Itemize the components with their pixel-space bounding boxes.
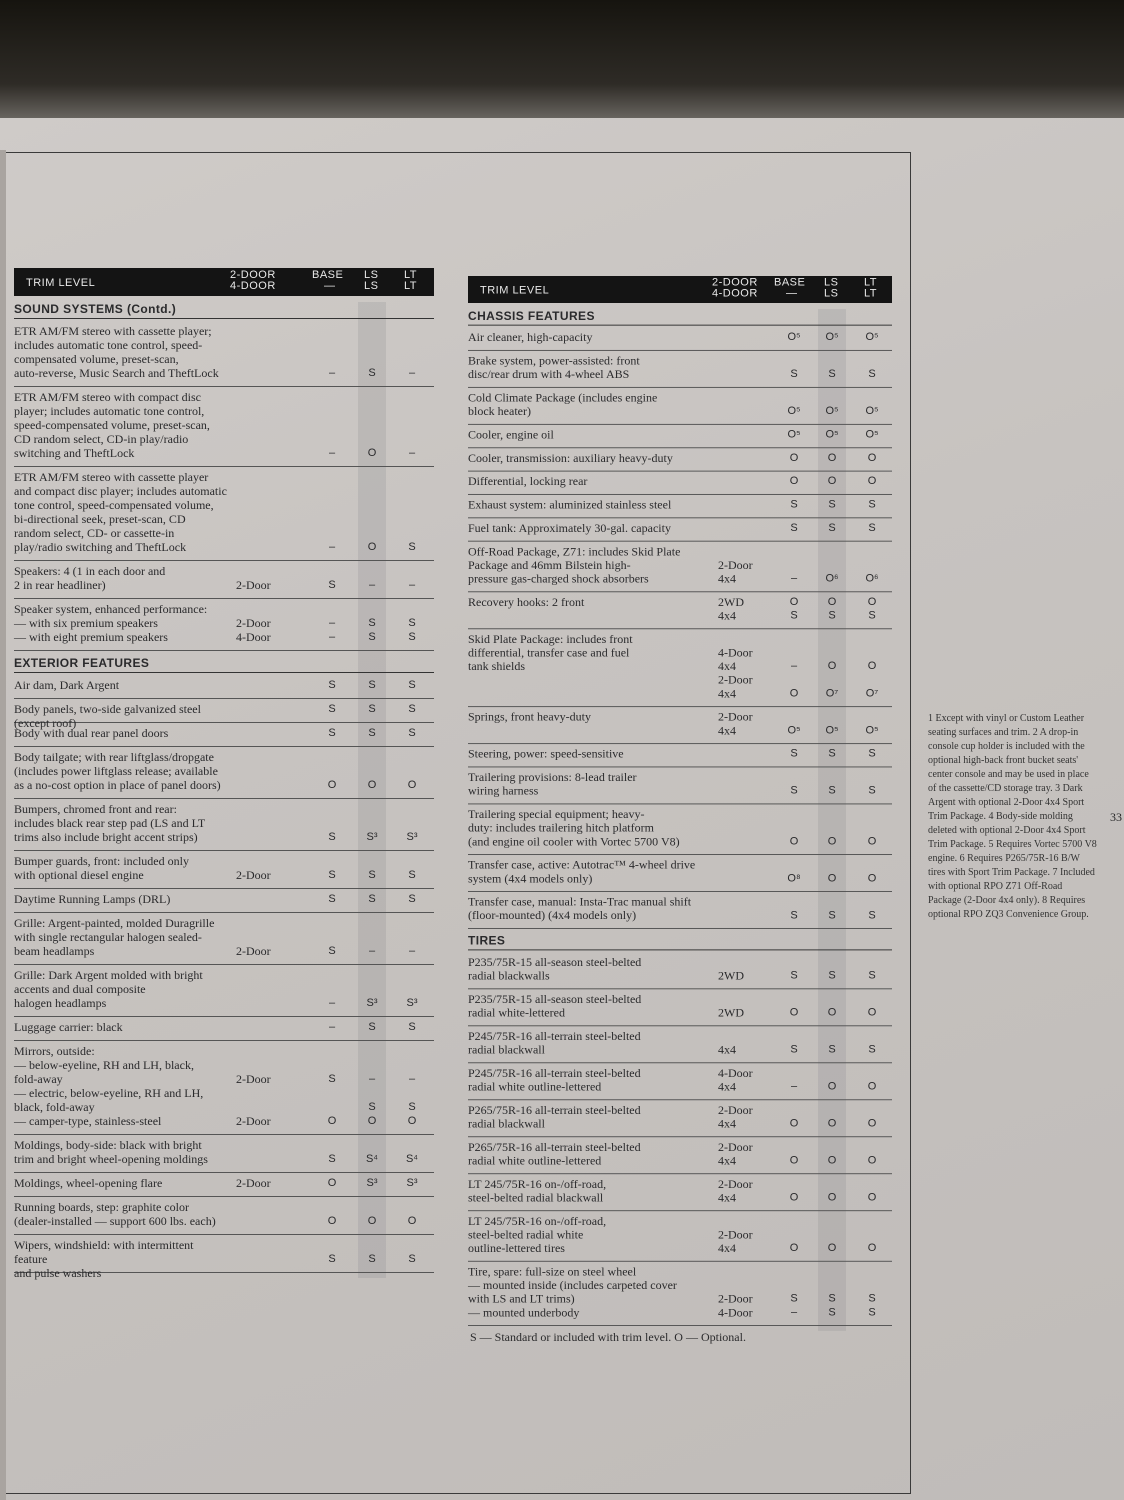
page-number: 33 bbox=[1110, 810, 1122, 824]
base-value: S bbox=[790, 498, 798, 511]
table-header bbox=[14, 268, 434, 296]
feature-label: Trailering special equipment; heavy- duty: includes trailering hitch platform (and engine oil cooler with Vortec 5700 V8) bbox=[468, 807, 680, 849]
base-value: O⁵ bbox=[787, 724, 801, 737]
ls-value: S bbox=[828, 522, 836, 534]
ls-value: O bbox=[827, 835, 837, 848]
lt-value: O bbox=[867, 475, 877, 488]
lt-value: – bbox=[408, 945, 416, 957]
base-value: S bbox=[328, 679, 336, 691]
section-title: CHASSIS FEATURES bbox=[468, 309, 892, 326]
ls-value: – bbox=[368, 579, 376, 591]
header-trim: TRIM LEVEL bbox=[480, 284, 550, 297]
feature-label: Grille: Dark Argent molded with bright accents and dual composite halogen headlamps bbox=[14, 968, 203, 1010]
base-value: – bbox=[328, 997, 336, 1009]
feature-label: Off-Road Package, Z71: includes Skid Plate Package and 46mm Bilstein high- pressure gas-charged shock absorbers bbox=[468, 544, 681, 586]
feature-label: P265/75R-16 all-terrain steel-belted radial blackwall bbox=[468, 1103, 641, 1131]
lt-value: O⁵ bbox=[865, 724, 879, 737]
spec-row bbox=[14, 322, 434, 387]
feature-label: LT 245/75R-16 on-/off-road, steel-belted radial white outline-lettered tires bbox=[468, 1214, 607, 1255]
lt-value: S bbox=[868, 1043, 876, 1056]
feature-label: Skid Plate Package: includes front differential, transfer case and fuel tank shields bbox=[468, 632, 633, 674]
feature-label: Body with dual rear panel doors bbox=[14, 726, 169, 740]
spec-row bbox=[468, 426, 892, 448]
model-config: 2-Door 4x4 bbox=[718, 1140, 753, 1168]
spec-row bbox=[468, 1064, 892, 1100]
ls-value: – bbox=[368, 945, 376, 957]
ls-value: S bbox=[828, 969, 836, 982]
spec-row bbox=[468, 593, 892, 629]
lt-value: S bbox=[868, 498, 876, 511]
spec-row bbox=[14, 676, 434, 699]
spec-row bbox=[468, 543, 892, 593]
ls-value: O⁵ bbox=[825, 724, 839, 737]
lt-value: S bbox=[868, 909, 876, 922]
header-lt2: LT bbox=[404, 280, 418, 292]
model-config: 2WD 4x4 bbox=[718, 595, 744, 623]
model-config: 2-Door 4-Door bbox=[718, 1291, 753, 1320]
feature-label: Recovery hooks: 2 front bbox=[468, 595, 585, 609]
ls-value: S bbox=[828, 498, 836, 511]
base-value: O bbox=[789, 835, 799, 848]
base-value: S bbox=[328, 1153, 336, 1165]
feature-label: Tire, spare: full-size on steel wheel — mounted inside (includes carpeted cover with LS and LT trims) — mounted underbody bbox=[468, 1264, 677, 1320]
spec-row bbox=[14, 724, 434, 747]
lt-value: O bbox=[867, 1191, 877, 1204]
spec-row bbox=[468, 745, 892, 767]
lt-value: O bbox=[867, 1242, 877, 1254]
base-value: – bbox=[328, 447, 336, 459]
ls-value: O bbox=[827, 452, 837, 464]
base-value: S bbox=[790, 784, 798, 797]
table-header bbox=[468, 276, 892, 303]
lt-value: O S bbox=[867, 596, 877, 622]
ls-value: O bbox=[827, 1117, 837, 1130]
feature-label: Cold Climate Package (includes engine block heater) bbox=[468, 390, 658, 419]
feature-label: LT 245/75R-16 on-/off-road, steel-belted radial blackwall bbox=[468, 1177, 607, 1205]
header-door2: 4-DOOR bbox=[712, 287, 758, 300]
spec-row bbox=[468, 1263, 892, 1326]
ls-value: S bbox=[828, 368, 836, 381]
lt-value: O⁶ bbox=[865, 572, 879, 585]
feature-label: Speakers: 4 (1 in each door and 2 in rear headliner) bbox=[14, 564, 166, 592]
spec-row bbox=[14, 966, 434, 1017]
base-value: O bbox=[789, 1006, 799, 1019]
lt-value: S bbox=[408, 703, 416, 715]
base-value: S bbox=[328, 893, 336, 905]
model-config: 2-Door bbox=[236, 1176, 271, 1190]
ls-value: O⁶ bbox=[825, 572, 839, 585]
feature-label: Exhaust system: aluminized stainless steel bbox=[468, 497, 672, 512]
section-title: TIRES bbox=[468, 934, 892, 951]
model-config: 2WD bbox=[718, 1005, 744, 1020]
feature-label: Bumper guards, front: included only with optional diesel engine bbox=[14, 854, 189, 882]
spec-row bbox=[14, 388, 434, 467]
model-config: 2-Door bbox=[236, 944, 271, 958]
base-value: O bbox=[789, 1117, 799, 1130]
header-door1: 2-DOOR bbox=[230, 269, 276, 281]
feature-label: Brake system, power-assisted: front disc/rear drum with 4-wheel ABS bbox=[468, 353, 640, 382]
spec-row bbox=[14, 562, 434, 599]
ls-value: – S O bbox=[367, 1073, 377, 1127]
model-config: 2WD bbox=[718, 968, 744, 983]
ls-value: S bbox=[368, 1253, 376, 1265]
base-value: S bbox=[328, 727, 336, 739]
feature-label: Differential, locking rear bbox=[468, 474, 588, 489]
lt-value: O⁵ bbox=[865, 331, 879, 344]
spec-row bbox=[468, 389, 892, 425]
model-config: 2-Door 4x4 bbox=[718, 1177, 753, 1205]
lt-value: S S bbox=[868, 1292, 876, 1319]
ls-value: O bbox=[827, 872, 837, 885]
feature-label: P235/75R-15 all-season steel-belted radial white-lettered bbox=[468, 992, 642, 1020]
lt-value: O bbox=[867, 1154, 877, 1167]
ls-value: S S bbox=[828, 1292, 836, 1319]
base-value: S bbox=[790, 522, 798, 534]
model-config: 4x4 bbox=[718, 1042, 736, 1057]
base-value: – bbox=[328, 367, 336, 379]
feature-label: P265/75R-16 all-terrain steel-belted radial white outline-lettered bbox=[468, 1140, 641, 1168]
spec-row bbox=[14, 800, 434, 851]
base-value: S bbox=[790, 909, 798, 922]
ls-value: S bbox=[828, 1043, 836, 1056]
base-value: S bbox=[328, 703, 336, 715]
base-value: S bbox=[328, 869, 336, 881]
spec-row bbox=[468, 449, 892, 471]
feature-label: Trailering provisions: 8-lead trailer wiring harness bbox=[468, 770, 637, 798]
model-config: 2-Door 4x4 bbox=[718, 1227, 753, 1255]
spec-row bbox=[468, 630, 892, 707]
lt-value: S bbox=[868, 368, 876, 381]
spec-row bbox=[468, 1138, 892, 1174]
lt-value: S bbox=[408, 727, 416, 739]
ls-value: S bbox=[368, 893, 376, 905]
feature-label: Transfer case, manual: Insta-Trac manual shift (floor-mounted) (4x4 models only) bbox=[468, 894, 692, 923]
lt-value: S bbox=[868, 747, 876, 760]
ls-value: O⁵ bbox=[825, 428, 839, 441]
spec-row bbox=[468, 856, 892, 892]
header-lt2: LT bbox=[864, 287, 878, 300]
header-lt1: LT bbox=[404, 269, 418, 281]
lt-value: O O⁷ bbox=[865, 660, 879, 700]
base-value: O bbox=[789, 475, 799, 488]
base-value: O bbox=[327, 1177, 337, 1189]
feature-label: ETR AM/FM stereo with compact disc player; includes automatic tone control, speed-compensated volume, preset-scan, CD random select, CD-in play/radio switching and TheftLock bbox=[14, 390, 210, 460]
lt-value: O⁵ bbox=[865, 405, 879, 418]
feature-label: Body panels, two-side galvanized steel (except roof) bbox=[14, 702, 201, 730]
spec-row bbox=[14, 700, 434, 730]
base-value: O bbox=[327, 1215, 337, 1227]
ls-value: S bbox=[368, 679, 376, 691]
header-base2: — bbox=[786, 287, 798, 300]
ls-value: O bbox=[367, 447, 377, 459]
spec-row bbox=[468, 496, 892, 518]
feature-label: Mirrors, outside: — below-eyeline, RH and LH, black, fold-away — electric, below-eyeline, RH and LH, black, fold-away — camper-type, stainless-steel bbox=[14, 1044, 204, 1128]
feature-label: Springs, front heavy-duty bbox=[468, 710, 591, 724]
lt-value: – bbox=[408, 447, 416, 459]
header-ls2: LS bbox=[364, 280, 379, 292]
base-value: S – bbox=[790, 1292, 798, 1319]
spec-row bbox=[14, 914, 434, 965]
base-value: – bbox=[328, 1021, 336, 1033]
footnotes: 1 Except with vinyl or Custom Leather seating surfaces and trim. 2 A drop-in console cup holder is included with the optional high-back front bucket seats' center console and may be used in place of the cassette/CD storage tray. 3 Dark Argent with optional 2-Door 4x4 Sport Trim Package. 4 Body-side molding deleted with optional 2-Door 4x4 Sport Trim Package. 5 Requires Vortec 5700 V8 engine. 6 Requires P265/75R-16 B/W tires with Sport Trim Package. 7 Included with optional RPO Z71 Off-Road Package (2-Door 4x4 only). 8 Requires optional RPO ZQ3 Convenience Group. bbox=[928, 713, 1097, 920]
ls-value: O⁵ bbox=[825, 331, 839, 344]
lt-value: O bbox=[867, 1080, 877, 1093]
model-config: 2-Door 4x4 bbox=[718, 1103, 753, 1131]
lt-value: O bbox=[867, 872, 877, 885]
base-value: O S bbox=[789, 596, 799, 622]
lt-value: S bbox=[408, 1253, 416, 1265]
base-value: – bbox=[790, 1080, 798, 1093]
feature-label: Moldings, wheel-opening flare bbox=[14, 1176, 163, 1190]
ls-value: S³ bbox=[366, 831, 378, 843]
ls-value: O bbox=[827, 1242, 837, 1254]
ls-value: O bbox=[827, 1080, 837, 1093]
feature-label: Steering, power: speed-sensitive bbox=[468, 746, 624, 761]
ls-value: O bbox=[367, 541, 377, 553]
ls-value: O bbox=[367, 779, 377, 791]
header-ls2: LS bbox=[824, 287, 839, 300]
ls-value: O bbox=[827, 1006, 837, 1019]
feature-label: P245/75R-16 all-terrain steel-belted radial blackwall bbox=[468, 1029, 641, 1057]
model-config: 2-Door 2-Door bbox=[236, 1072, 271, 1128]
base-value: S bbox=[328, 831, 336, 843]
feature-label: Cooler, engine oil bbox=[468, 427, 554, 442]
ls-value: S bbox=[828, 784, 836, 797]
header-base: BASE bbox=[312, 269, 344, 281]
spec-row bbox=[468, 1101, 892, 1137]
base-value: – O bbox=[789, 660, 799, 700]
base-value: S bbox=[790, 969, 798, 982]
spec-row bbox=[14, 890, 434, 913]
spec-row bbox=[14, 1174, 434, 1197]
feature-label: Cooler, transmission: auxiliary heavy-duty bbox=[468, 451, 673, 465]
base-value: O⁵ bbox=[787, 405, 801, 418]
header-door2: 4-DOOR bbox=[230, 280, 276, 292]
header-ls1: LS bbox=[824, 276, 839, 289]
ls-value: O O⁷ bbox=[825, 660, 839, 700]
ls-value: O⁵ bbox=[825, 405, 839, 418]
feature-label: P235/75R-15 all-season steel-belted radial blackwalls bbox=[468, 955, 642, 983]
base-value: – bbox=[328, 541, 336, 553]
ls-value: S S bbox=[368, 617, 376, 643]
lt-value: S bbox=[408, 679, 416, 691]
base-value: O⁵ bbox=[787, 331, 801, 344]
ls-value: S bbox=[828, 909, 836, 922]
feature-label: Moldings, body-side: black with bright trim and bright wheel-opening moldings bbox=[14, 1138, 208, 1166]
lt-value: – bbox=[408, 579, 416, 591]
spec-row bbox=[14, 1136, 434, 1173]
header-door1: 2-DOOR bbox=[712, 276, 758, 289]
ls-value: O bbox=[827, 475, 837, 488]
ls-value: O bbox=[827, 1154, 837, 1167]
spec-row bbox=[468, 893, 892, 929]
base-value: O bbox=[789, 1242, 799, 1254]
base-value: O⁸ bbox=[787, 872, 801, 885]
feature-label: ETR AM/FM stereo with cassette player and compact disc player; includes automatic tone control, speed-compensated volume, bi-directional seek, preset-scan, CD random select, CD- or cassette-in play/radio switching and TheftLock bbox=[14, 470, 227, 554]
model-config: 2-Door 4-Door bbox=[236, 616, 271, 644]
lt-value: O bbox=[867, 1117, 877, 1130]
base-value: O⁵ bbox=[787, 428, 801, 441]
feature-label: P245/75R-16 all-terrain steel-belted radial white outline-lettered bbox=[468, 1066, 641, 1094]
feature-label: Transfer case, active: Autotrac™ 4-wheel drive system (4x4 models only) bbox=[468, 857, 696, 886]
base-value: S bbox=[328, 945, 336, 957]
spec-row bbox=[468, 329, 892, 351]
ls-value: S bbox=[368, 703, 376, 715]
header-base2: — bbox=[324, 280, 336, 292]
base-value: S bbox=[790, 1043, 798, 1056]
spec-row bbox=[14, 1198, 434, 1235]
lt-value: O bbox=[867, 835, 877, 848]
spec-row bbox=[468, 805, 892, 855]
feature-label: Speaker system, enhanced performance: — with six premium speakers — with eight premium speakers bbox=[14, 602, 208, 644]
spec-row bbox=[468, 708, 892, 744]
base-value: – – bbox=[328, 617, 336, 643]
ls-value: S⁴ bbox=[365, 1153, 379, 1165]
lt-value: – bbox=[408, 367, 416, 379]
lt-value: O⁵ bbox=[865, 428, 879, 441]
lt-value: S³ bbox=[406, 997, 418, 1009]
lt-value: S S bbox=[408, 617, 416, 643]
base-value: S bbox=[790, 368, 798, 381]
header-base: BASE bbox=[774, 276, 806, 289]
feature-label: Air cleaner, high-capacity bbox=[468, 330, 593, 345]
spec-row bbox=[14, 1236, 434, 1280]
lt-value: O bbox=[867, 452, 877, 464]
spec-row bbox=[14, 1018, 434, 1041]
header-trim: TRIM LEVEL bbox=[26, 277, 96, 289]
ls-value: S bbox=[368, 1021, 376, 1033]
feature-label: Daytime Running Lamps (DRL) bbox=[14, 892, 171, 906]
spec-row bbox=[468, 519, 892, 541]
ls-value: S³ bbox=[366, 997, 378, 1009]
base-value: – bbox=[790, 572, 798, 585]
model-config: 2-Door 4x4 bbox=[718, 710, 753, 738]
lt-value: S³ bbox=[406, 831, 418, 843]
spec-row bbox=[14, 748, 434, 799]
ls-value: S³ bbox=[366, 1177, 378, 1189]
spec-row bbox=[468, 990, 892, 1026]
base-value: O bbox=[789, 1191, 799, 1204]
base-value: O bbox=[327, 779, 337, 791]
section-title: SOUND SYSTEMS (Contd.) bbox=[14, 302, 434, 319]
header-lt1: LT bbox=[864, 276, 878, 289]
ls-value: O S bbox=[827, 596, 837, 622]
lt-value: S bbox=[868, 969, 876, 982]
spec-row bbox=[468, 768, 892, 804]
base-value: O bbox=[789, 452, 799, 464]
lt-value: S bbox=[408, 1021, 416, 1033]
feature-label: Air dam, Dark Argent bbox=[14, 678, 120, 692]
base-value: S bbox=[790, 747, 798, 760]
feature-label: ETR AM/FM stereo with cassette player; includes automatic tone control, speed- compensated volume, preset-scan, auto-reverse, Music Search and TheftLock bbox=[14, 324, 219, 380]
model-config: 2-Door 4x4 bbox=[718, 558, 753, 586]
spec-row bbox=[468, 953, 892, 989]
lt-value: S bbox=[868, 522, 876, 534]
feature-label: Luggage carrier: black bbox=[14, 1020, 123, 1034]
feature-label: Grille: Argent-painted, molded Duragrille with single rectangular halogen sealed- beam headlamps bbox=[14, 916, 215, 958]
spec-row bbox=[468, 1212, 892, 1262]
lt-value: O bbox=[407, 1215, 417, 1227]
feature-label: Bumpers, chromed front and rear: includes black rear step pad (LS and LT trims also include bright accent strips) bbox=[14, 802, 206, 844]
model-config: 2-Door bbox=[236, 868, 271, 882]
model-config: 4-Door 4x4 bbox=[718, 1066, 753, 1094]
lt-value: S bbox=[408, 893, 416, 905]
feature-label: Body tailgate; with rear liftglass/dropgate (includes power liftglass release; available as a no-cost option in place of panel doors) bbox=[14, 750, 221, 792]
ls-value: S bbox=[368, 367, 376, 379]
ls-value: S bbox=[368, 727, 376, 739]
ls-value: S bbox=[368, 869, 376, 881]
spec-row bbox=[14, 1042, 434, 1135]
lt-value: – S O bbox=[407, 1073, 417, 1127]
feature-label: Fuel tank: Approximately 30-gal. capacity bbox=[468, 521, 671, 535]
ls-value: O bbox=[827, 1191, 837, 1204]
lt-value: O bbox=[407, 779, 417, 791]
ls-value: O bbox=[367, 1215, 377, 1227]
base-value: O bbox=[789, 1154, 799, 1167]
legend: S — Standard or included with trim level. O — Optional. bbox=[470, 1330, 746, 1344]
spec-row bbox=[468, 352, 892, 388]
lt-value: S bbox=[408, 541, 416, 553]
model-config: 4-Door 4x4 2-Door 4x4 bbox=[718, 645, 753, 701]
lt-value: S bbox=[868, 784, 876, 797]
spec-row bbox=[468, 1027, 892, 1063]
base-value: S bbox=[328, 1253, 336, 1265]
spec-row bbox=[14, 468, 434, 561]
lt-value: S⁴ bbox=[405, 1153, 419, 1165]
base-value: S O bbox=[327, 1073, 337, 1127]
ls-value: S bbox=[828, 747, 836, 760]
lt-value: S³ bbox=[406, 1177, 418, 1189]
base-value: S bbox=[328, 579, 336, 591]
model-config: 2-Door bbox=[236, 578, 271, 592]
lt-value: O bbox=[867, 1006, 877, 1019]
spec-row bbox=[14, 600, 434, 651]
spec-row bbox=[14, 852, 434, 889]
spec-row bbox=[468, 1175, 892, 1211]
lt-value: S bbox=[408, 869, 416, 881]
feature-label: Wipers, windshield: with intermittent feature and pulse washers bbox=[14, 1238, 194, 1280]
spec-row bbox=[468, 473, 892, 495]
header-ls1: LS bbox=[364, 269, 379, 281]
feature-label: Running boards, step: graphite color (dealer-installed — support 600 lbs. each) bbox=[14, 1200, 216, 1228]
section-title: EXTERIOR FEATURES bbox=[14, 656, 434, 673]
